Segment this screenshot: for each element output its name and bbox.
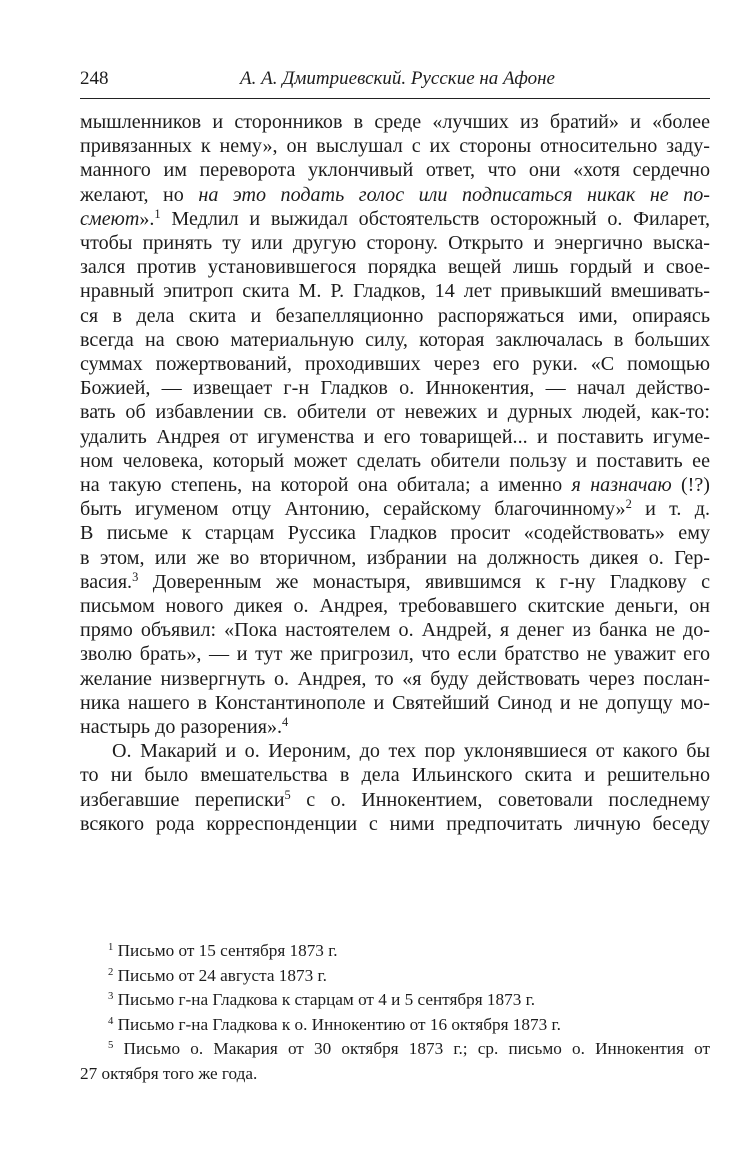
text-fragment: быть игуменом отцу Антонию, серайскому благочинному» xyxy=(80,498,626,521)
text-fragment: на такую степень, на которой она обитала; а именно xyxy=(80,474,572,497)
footnote-ref-4: 4 xyxy=(282,715,289,730)
footnote-number: 5 xyxy=(108,1040,114,1052)
main-text xyxy=(80,110,710,836)
text-fragment: ». xyxy=(139,207,155,230)
text-fragment: и т. д. xyxy=(631,498,710,521)
text-fragment: с о. Иннокентием, советовали последнему xyxy=(290,788,710,811)
header-rule xyxy=(80,98,710,99)
text-line: зался против установившегося порядка вещей лишь гордый и свое- xyxy=(80,256,710,279)
text-line: ника нашего в Константинополе и Святейший Синод и не допущу мо- xyxy=(80,691,710,714)
paragraph-2 xyxy=(80,739,710,836)
text-line: всякого рода корреспонденции с ними предпочитать личную беседу xyxy=(80,812,710,835)
footnote-number: 4 xyxy=(108,1015,114,1027)
text-line: то ни было вмешательства в дела Ильинского скита и решительно xyxy=(80,764,710,787)
text-line xyxy=(80,570,710,594)
text-line: манного им переворота уклончивый ответ, что они «хотя сердечно xyxy=(80,159,710,182)
page-number: 248 xyxy=(80,68,109,89)
footnote-number: 2 xyxy=(108,966,114,978)
text-line: О. Макарий и о. Иероним, до тех пор уклонявшиеся от какого бы xyxy=(112,740,710,763)
text-line: ном человека, который может сделать обители пользу и поставить ее xyxy=(80,449,710,472)
text-fragment: желают, но xyxy=(80,183,199,206)
text-line xyxy=(80,497,710,521)
text-line: вать об избавлении св. обители от невежих и дурных людей, как-то: xyxy=(80,401,710,424)
footnote-line xyxy=(80,1037,710,1062)
text-line: мышленников и сторонников в среде «лучших из братий» и «более xyxy=(80,111,710,133)
italic-quote: на это подать голос или подписаться никак не по- xyxy=(198,183,711,206)
italic-quote: я назначаю xyxy=(571,474,672,497)
footnote-text: Письмо о. Макария от 30 октября 1873 г.; ср. письмо о. Иннокентия от xyxy=(123,1039,710,1058)
text-line xyxy=(80,183,710,207)
text-line: чтобы принять ту или другую сторону. Открыто и энергично выска- xyxy=(80,232,710,255)
text-line: Божией, — извещает г-н Гладков о. Иннокентия, — начал действо- xyxy=(80,377,710,400)
text-line: прямо объявил: «Пока настоятелем о. Андрей, я денег из банка не до- xyxy=(80,619,710,642)
text-line: желание низвергнуть о. Андрея, то «я буду действовать через послан- xyxy=(80,667,710,690)
text-line xyxy=(80,207,710,231)
footnote-text: Письмо г-на Гладкова к о. Иннокентию от 16 октября 1873 г. xyxy=(117,1014,561,1034)
text-line: нравный эпитроп скита М. Р. Гладков, 14 лет привыкший вмешивать- xyxy=(80,280,710,303)
text-line: ся в дела скита и безапелляционно распоряжаться ими, опираясь xyxy=(80,304,710,327)
paragraph-1 xyxy=(80,110,710,739)
footnote-3 xyxy=(80,988,710,1013)
footnotes xyxy=(80,939,710,1086)
footnote-text-continued: 27 октября того же года. xyxy=(80,1063,258,1083)
text-fragment: (!?) xyxy=(671,474,710,497)
text-fragment: настырь до разорения». xyxy=(80,716,283,739)
text-line xyxy=(80,473,710,497)
page-header xyxy=(80,68,710,96)
text-line: В письме к старцам Руссика Гладков просит «содействовать» ему xyxy=(80,522,710,545)
footnote-text: Письмо г-на Гладкова к старцам от 4 и 5 сентября 1873 г. xyxy=(117,990,535,1009)
text-fragment: Доверенным же монастыря, явившимся к г-ну Гладкову с xyxy=(138,570,710,593)
footnote-ref-1: 1 xyxy=(154,206,161,221)
text-line: всегда на свою материальную силу, которая заключалась в больших xyxy=(80,328,710,351)
footnote-4 xyxy=(80,1013,710,1038)
text-fragment: избегавшие переписки xyxy=(80,788,285,811)
text-fragment: Медлил и выжидал обстоятельств осторожный о. Филарет, xyxy=(160,207,710,230)
text-line: удалить Андрея от игуменства и его товарищей... и поставить игуме- xyxy=(80,425,710,448)
footnote-number: 1 xyxy=(108,942,114,954)
text-line: суммах пожертвований, проходивших через его руки. «С помощью xyxy=(80,353,710,376)
footnote-ref-3: 3 xyxy=(132,570,139,585)
text-line xyxy=(80,715,710,739)
footnote-text: Письмо от 15 сентября 1873 г. xyxy=(117,941,338,960)
italic-quote: смеют xyxy=(80,207,140,230)
text-line xyxy=(80,788,710,812)
text-line: письмом нового дикея о. Андрея, требовавшего скитские деньги, он xyxy=(80,595,710,618)
text-line: зволю брать», — и тут же пригрозил, что если братство не уважит его xyxy=(80,643,710,666)
footnote-ref-5: 5 xyxy=(284,787,291,802)
footnote-ref-2: 2 xyxy=(625,497,632,512)
footnote-text: Письмо от 24 августа 1873 г. xyxy=(117,965,327,985)
running-title: А. А. Дмитриевский. Русские на Афоне xyxy=(240,68,555,89)
text-line: привязанных к нему», он выслушал с их стороны относительно заду- xyxy=(80,135,710,158)
text-fragment: васия. xyxy=(80,570,133,593)
footnote-number: 3 xyxy=(108,991,114,1003)
footnote-2 xyxy=(80,964,710,989)
text-line: в этом, или же во вторичном, избрании на должность дикея о. Гер- xyxy=(80,546,710,569)
footnote-5 xyxy=(80,1037,710,1086)
footnote-1 xyxy=(80,939,710,964)
